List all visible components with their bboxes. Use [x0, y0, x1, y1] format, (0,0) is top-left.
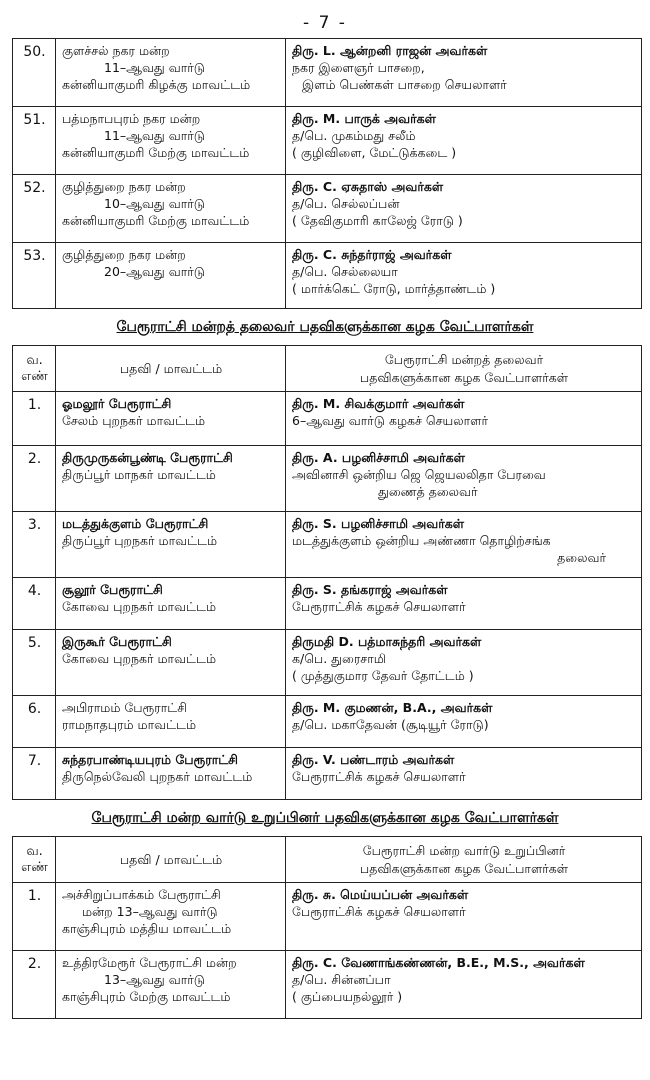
post-line: 10–ஆவது வார்டு	[104, 196, 205, 211]
panchayat-name: அபிராமம் பேரூராட்சி	[62, 700, 187, 715]
panchayat-name: சுந்தரபாண்டியபுரம் பேரூராட்சி	[62, 752, 238, 767]
candidate-detail: அவினாசி ஒன்றிய ஜெ ஜெயலலிதா பேரவை	[292, 467, 546, 482]
candidate-detail: தலைவர்	[557, 550, 606, 565]
candidate-name: திரு. C. ஏசுதாஸ் அவர்கள்	[292, 179, 444, 194]
header-number-line: வ.	[26, 352, 43, 368]
candidate-name: திரு. S. பழனிச்சாமி அவர்கள்	[292, 516, 465, 531]
candidate-cell	[286, 512, 642, 578]
candidate-name: திரு. சு. மெய்யப்பன் அவர்கள்	[292, 887, 469, 902]
row-number: 2.	[13, 951, 56, 1019]
district-name: ராமநாதபுரம் மாவட்டம்	[62, 717, 197, 732]
panchayat-name: இருகூர் பேரூராட்சி	[62, 634, 172, 649]
candidate-detail: ( முத்துகுமார தேவர் தோட்டம் )	[292, 668, 474, 683]
district-name: திருநெல்வேலி புறநகர் மாவட்டம்	[62, 769, 253, 784]
panchayat-name: திருமுருகன்பூண்டி பேரூராட்சி	[62, 450, 233, 465]
row-number: 5.	[13, 630, 56, 696]
post-line: குழித்துறை நகர மன்ற	[62, 247, 186, 262]
header-number-line: எண்	[21, 368, 48, 384]
row-number: 53.	[13, 243, 56, 309]
table-row	[13, 392, 642, 446]
candidate-name: திருமதி D. பத்மாசுந்தரி அவர்கள்	[292, 634, 482, 649]
candidate-detail: மடத்துக்குளம் ஒன்றிய அண்ணா தொழிற்சங்க	[292, 533, 551, 548]
district-name: திருப்பூர் மாநகர் மாவட்டம்	[62, 467, 216, 482]
section-title: பேரூராட்சி மன்ற வார்டு உறுப்பினர் பதவிகளுக்கான கழக வேட்பாளர்கள்	[91, 810, 559, 826]
header-number-line: வ.	[26, 843, 43, 859]
candidate-detail: இளம் பெண்கள் பாசறை செயலாளர்	[302, 77, 507, 92]
table-row	[13, 107, 642, 175]
table-row	[13, 39, 642, 107]
row-number: 51.	[13, 107, 56, 175]
candidate-name: திரு. L. ஆன்றனி ராஜன் அவர்கள்	[292, 43, 488, 58]
candidate-detail: பேரூராட்சிக் கழகச் செயலாளர்	[292, 769, 466, 784]
candidate-cell	[286, 578, 642, 630]
post-line: அச்சிறுப்பாக்கம் பேரூராட்சி	[62, 887, 221, 902]
candidate-name: திரு. V. பண்டாரம் அவர்கள்	[292, 752, 455, 767]
district-name: கோவை புறநகர் மாவட்டம்	[62, 651, 217, 666]
candidate-cell	[286, 883, 642, 951]
post-cell	[56, 175, 286, 243]
candidate-detail: த/பெ. மகாதேவன் (சூடியூர் ரோடு)	[292, 717, 489, 732]
table-row	[13, 175, 642, 243]
post-line: கன்னியாகுமரி மேற்கு மாவட்டம்	[62, 145, 250, 160]
post-line: 11–ஆவது வார்டு	[104, 60, 205, 75]
header-candidate-line: பதவிகளுக்கான கழக வேட்பாளர்கள்	[359, 860, 569, 876]
post-line: 20–ஆவது வார்டு	[104, 264, 205, 279]
post-cell	[56, 696, 286, 748]
candidate-cell	[286, 630, 642, 696]
table-row	[13, 696, 642, 748]
row-number: 52.	[13, 175, 56, 243]
post-line: காஞ்சிபுரம் மேற்கு மாவட்டம்	[62, 989, 231, 1004]
candidate-cell	[286, 107, 642, 175]
table-row	[13, 446, 642, 512]
candidate-name: திரு. M. பாருக் அவர்கள்	[292, 111, 436, 126]
header-post: பதவி / மாவட்டம்	[56, 346, 286, 392]
candidate-cell	[286, 175, 642, 243]
post-cell	[56, 951, 286, 1019]
post-line: காஞ்சிபுரம் மத்திய மாவட்டம்	[62, 921, 232, 936]
header-candidate-line: பேரூராட்சி மன்ற வார்டு உறுப்பினர்	[362, 842, 566, 858]
candidate-detail: த/பெ. சின்னப்பா	[292, 972, 391, 987]
row-number: 4.	[13, 578, 56, 630]
candidate-detail: த/பெ. முகம்மது சலீம்	[292, 128, 416, 143]
header-post: பதவி / மாவட்டம்	[56, 837, 286, 883]
post-cell	[56, 243, 286, 309]
panchayat-name: மடத்துக்குளம் பேரூராட்சி	[62, 516, 209, 531]
candidate-detail: பேரூராட்சிக் கழகச் செயலாளர்	[292, 599, 466, 614]
candidate-detail: த/பெ. செல்லப்பன்	[292, 196, 400, 211]
district-name: கோவை புறநகர் மாவட்டம்	[62, 599, 217, 614]
candidate-detail: க/பெ. துரைசாமி	[292, 651, 387, 666]
table-row	[13, 951, 642, 1019]
candidate-detail: ( தேவிகுமாரி காலேஜ் ரோடு )	[292, 213, 463, 228]
candidate-cell	[286, 243, 642, 309]
post-line: குளச்சல் நகர மன்ற	[62, 43, 170, 58]
candidate-detail: ( குழிவிளை, மேட்டுக்கடை )	[292, 145, 457, 160]
district-name: சேலம் புறநகர் மாவட்டம்	[62, 413, 206, 428]
candidate-name: திரு. M. குமணன், B.A., அவர்கள்	[292, 700, 493, 715]
row-number: 1.	[13, 883, 56, 951]
table-row	[13, 883, 642, 951]
district-name: திருப்பூர் புறநகர் மாவட்டம்	[62, 533, 218, 548]
candidate-cell	[286, 951, 642, 1019]
post-cell	[56, 446, 286, 512]
post-cell	[56, 392, 286, 446]
candidate-cell	[286, 392, 642, 446]
row-number: 7.	[13, 748, 56, 800]
post-line: பத்மநாபபுரம் நகர மன்ற	[62, 111, 201, 126]
candidate-detail: துணைத் தலைவர்	[378, 484, 478, 499]
candidate-detail: பேரூராட்சிக் கழகச் செயலாளர்	[292, 904, 466, 919]
section-title: பேரூராட்சி மன்றத் தலைவர் பதவிகளுக்கான கழக வேட்பாளர்கள்	[116, 319, 534, 335]
candidate-cell	[286, 696, 642, 748]
row-number: 6.	[13, 696, 56, 748]
panchayat-name: ஓமலூர் பேரூராட்சி	[62, 396, 172, 411]
post-cell	[56, 107, 286, 175]
post-line: மன்ற 13–ஆவது வார்டு	[82, 904, 218, 919]
post-cell	[56, 578, 286, 630]
table-row	[13, 243, 642, 309]
post-line: உத்திரமேரூர் பேரூராட்சி மன்ற	[62, 955, 237, 970]
panchayat-president-table	[12, 345, 642, 800]
candidate-detail: 6–ஆவது வார்டு கழகச் செயலாளர்	[292, 413, 488, 428]
post-line: 13–ஆவது வார்டு	[104, 972, 205, 987]
row-number: 50.	[13, 39, 56, 107]
candidate-cell	[286, 446, 642, 512]
row-number: 3.	[13, 512, 56, 578]
row-number: 1.	[13, 392, 56, 446]
header-number-line: எண்	[21, 859, 48, 875]
table-row	[13, 578, 642, 630]
candidate-name: திரு. S. தங்கராஜ் அவர்கள்	[292, 582, 448, 597]
page-number: - 7 -	[303, 13, 347, 33]
post-line: கன்னியாகுமரி கிழக்கு மாவட்டம்	[62, 77, 251, 92]
municipal-ward-table	[12, 38, 642, 309]
candidate-cell	[286, 39, 642, 107]
header-candidate	[286, 837, 642, 883]
post-cell	[56, 39, 286, 107]
post-cell	[56, 748, 286, 800]
candidate-name: திரு. A. பழனிச்சாமி அவர்கள்	[292, 450, 465, 465]
table-header-row	[13, 346, 642, 392]
header-number	[13, 837, 56, 883]
candidate-name: திரு. M. சிவக்குமார் அவர்கள்	[292, 396, 465, 411]
candidate-detail: நகர இளைஞர் பாசறை,	[292, 60, 425, 75]
candidate-name: திரு. C. வேணாங்கண்ணன், B.E., M.S., அவர்கள்	[292, 955, 585, 970]
post-cell	[56, 883, 286, 951]
header-candidate	[286, 346, 642, 392]
header-number	[13, 346, 56, 392]
post-line: 11–ஆவது வார்டு	[104, 128, 205, 143]
candidate-name: திரு. C. சுந்தர்ராஜ் அவர்கள்	[292, 247, 452, 262]
row-number: 2.	[13, 446, 56, 512]
candidate-detail: ( குப்பையநல்லூர் )	[292, 989, 403, 1004]
post-cell	[56, 630, 286, 696]
table-row	[13, 630, 642, 696]
header-candidate-line: பேரூராட்சி மன்றத் தலைவர்	[384, 351, 544, 367]
post-line: குழித்துறை நகர மன்ற	[62, 179, 186, 194]
post-cell	[56, 512, 286, 578]
candidate-detail: த/பெ. செல்லையா	[292, 264, 398, 279]
panchayat-name: சூலூர் பேரூராட்சி	[62, 582, 163, 597]
candidate-cell	[286, 748, 642, 800]
header-candidate-line: பதவிகளுக்கான கழக வேட்பாளர்கள்	[359, 369, 569, 385]
table-row	[13, 748, 642, 800]
panchayat-ward-member-table	[12, 836, 642, 1019]
post-line: கன்னியாகுமரி மேற்கு மாவட்டம்	[62, 213, 250, 228]
candidate-detail: ( மார்க்கெட் ரோடு, மார்த்தாண்டம் )	[292, 281, 496, 296]
table-row	[13, 512, 642, 578]
table-header-row	[13, 837, 642, 883]
